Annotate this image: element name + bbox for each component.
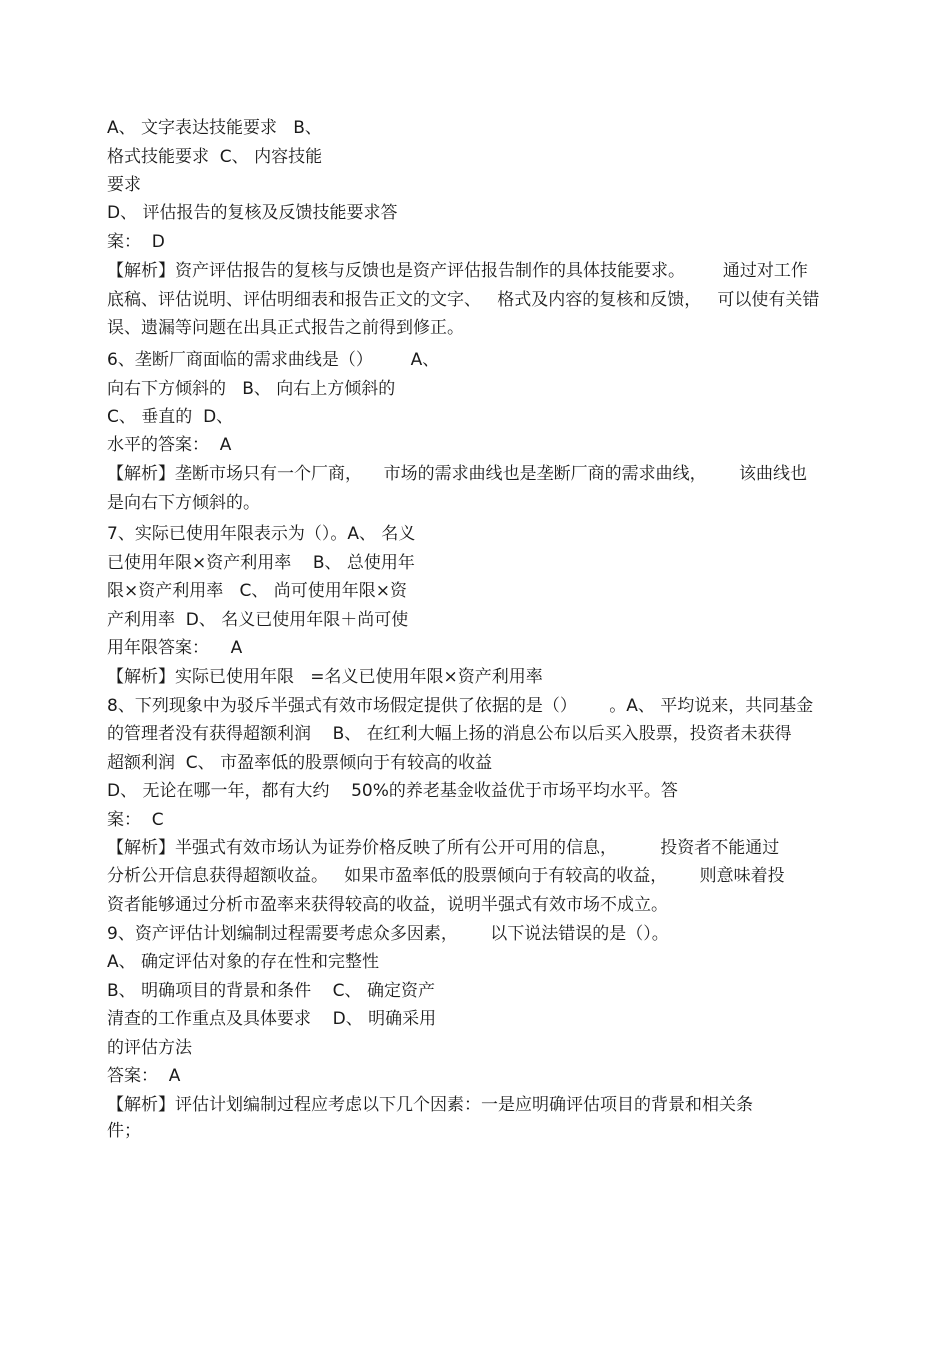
text-line: 产利用率 D、 名义已使用年限＋尚可使 (107, 610, 409, 630)
text-line: 用年限答案： A (107, 638, 243, 658)
text-line: 误、遗漏等问题在出具正式报告之前得到修正。 (107, 318, 464, 338)
text-line: 【解析】垄断市场只有一个厂商， 市场的需求曲线也是垄断厂商的需求曲线， 该曲线也 (107, 464, 808, 484)
text-line: 超额利润 C、 市盈率低的股票倾向于有较高的收益 (107, 753, 493, 773)
text-line: D、 无论在哪一年，都有大约 50%的养老基金收益优于市场平均水平。答 (107, 781, 678, 801)
text-line: 【解析】实际已使用年限 =名义已使用年限×资产利用率 (107, 667, 543, 687)
text-line: 件； (107, 1121, 141, 1141)
text-line: 的评估方法 (107, 1038, 192, 1058)
text-line: 要求 (107, 175, 141, 195)
text-line: 是向右下方倾斜的。 (107, 493, 260, 513)
text-line: 【解析】评估计划编制过程应考虑以下几个因素：一是应明确评估项目的背景和相关条 (107, 1095, 753, 1115)
text-line: 限×资产利用率 C、 尚可使用年限×资 (107, 581, 407, 601)
text-line: 分析公开信息获得超额收益。 如果市盈率低的股票倾向于有较高的收益， 则意味着投 (107, 866, 785, 886)
text-line: D、 评估报告的复核及反馈技能要求答 (107, 203, 398, 223)
text-line: 资者能够通过分析市盈率来获得较高的收益，说明半强式有效市场不成立。 (107, 895, 668, 915)
text-line: 【解析】资产评估报告的复核与反馈也是资产评估报告制作的具体技能要求。 通过对工作 (107, 261, 808, 281)
text-line: C、 垂直的 D、 (107, 407, 234, 427)
text-line: 9、资产评估计划编制过程需要考虑众多因素， 以下说法错误的是（）。 (107, 924, 669, 944)
text-line: 案： D (107, 232, 165, 252)
text-line: 8、下列现象中为驳斥半强式有效市场假定提供了依据的是（） 。A、 平均说来，共同基金 (107, 696, 814, 716)
text-line: A、 文字表达技能要求 B、 (107, 118, 322, 138)
text-line: 已使用年限×资产利用率 B、 总使用年 (107, 553, 415, 573)
text-line: 水平的答案： A (107, 435, 232, 455)
text-line: A、 确定评估对象的存在性和完整性 (107, 952, 380, 972)
text-line: 答案： A (107, 1066, 181, 1086)
text-line: 底稿、评估说明、评估明细表和报告正文的文字、 格式及内容的复核和反馈， 可以使有关错 (107, 290, 820, 310)
text-line: 的管理者没有获得超额利润 B、 在红利大幅上扬的消息公布以后买入股票，投资者未获得 (107, 724, 792, 744)
text-line: 向右下方倾斜的 B、 向右上方倾斜的 (107, 379, 396, 399)
text-line: 6、垄断厂商面临的需求曲线是（） A、 (107, 350, 440, 370)
text-line: 【解析】半强式有效市场认为证券价格反映了所有公开可用的信息， 投资者不能通过 (107, 838, 780, 858)
text-line: 7、实际已使用年限表示为（）。A、 名义 (107, 524, 416, 544)
text-line: 案： C (107, 810, 164, 830)
text-line: 格式技能要求 C、 内容技能 (107, 147, 323, 167)
text-line: 清查的工作重点及具体要求 D、 明确采用 (107, 1009, 437, 1029)
text-line: B、 明确项目的背景和条件 C、 确定资产 (107, 981, 435, 1001)
